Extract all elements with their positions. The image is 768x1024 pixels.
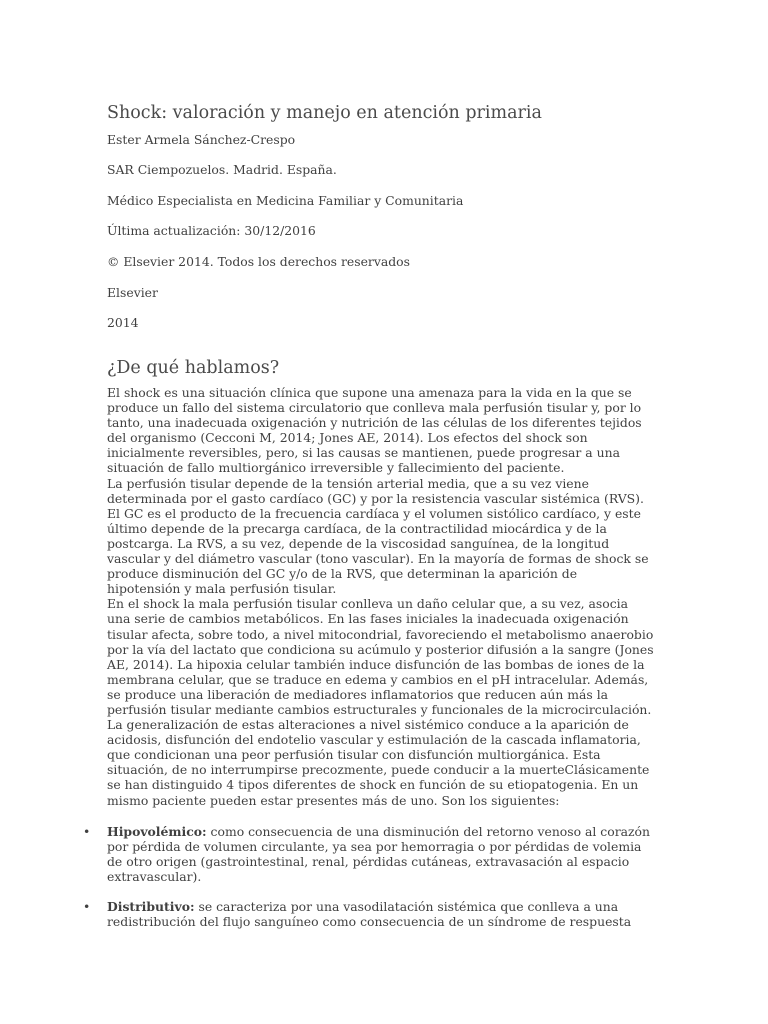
publisher: Elsevier xyxy=(107,285,158,300)
body-line: tisular afecta, sobre todo, a nivel mitocondrial, favoreciendo el metabolismo anaerobio xyxy=(107,626,654,642)
body-line: del organismo (Cecconi M, 2014; Jones AE, 2014). Los efectos del shock son xyxy=(107,430,588,446)
bullet-term: Hipovolémico: xyxy=(107,824,207,839)
copyright-notice: © Elsevier 2014. Todos los derechos reservados xyxy=(107,254,410,269)
body-line: vascular y del diámetro vascular (tono vascular). En la mayoría de formas de shock se xyxy=(107,551,649,567)
bullet-line: por pérdida de volumen circulante, ya sea por hemorragia o por pérdidas de volemia xyxy=(107,839,642,855)
section-title: ¿De qué hablamos? xyxy=(107,358,280,378)
body-line: El GC es el producto de la frecuencia cardíaca y el volumen sistólico cardíaco, y este xyxy=(107,505,641,521)
bullet-first-line xyxy=(107,824,652,839)
last-updated: Última actualización: 30/12/2016 xyxy=(107,223,316,238)
body-line: produce un fallo del sistema circulatorio que conlleva mala perfusión tisular y, por lo xyxy=(107,400,642,416)
author-affiliation: SAR Ciempozuelos. Madrid. España. xyxy=(107,162,337,177)
body-line: postcarga. La RVS, a su vez, depende de la viscosidad sanguínea, de la longitud xyxy=(107,535,610,551)
bullet-line: de otro origen (gastrointestinal, renal, pérdidas cutáneas, extravasación al espacio xyxy=(107,854,630,870)
body-line: último depende de la precarga cardíaca, de la contractilidad miocárdica y de la xyxy=(107,520,607,536)
bullet-first-line xyxy=(107,899,652,914)
author-name: Ester Armela Sánchez-Crespo xyxy=(107,132,296,147)
bullet-marker: • xyxy=(83,899,91,914)
body-line: situación de fallo multiorgánico irreversible y fallecimiento del paciente. xyxy=(107,460,565,476)
list-item-hipovolemico xyxy=(83,824,652,885)
bullet-text: se caracteriza por una vasodilatación sistémica que conlleva a una xyxy=(194,899,619,914)
body-line: En el shock la mala perfusión tisular conlleva un daño celular que, a su vez, asocia xyxy=(107,596,628,612)
body-line: El shock es una situación clínica que supone una amenaza para la vida en la que se xyxy=(107,385,632,400)
bullet-marker: • xyxy=(83,824,91,839)
body-line: La generalización de estas alteraciones a nivel sistémico conduce a la aparición de xyxy=(107,717,629,733)
body-line: La perfusión tisular depende de la tensión arterial media, que a su vez viene xyxy=(107,475,589,491)
body-line: se produce una liberación de mediadores inflamatorios que reducen aún más la xyxy=(107,686,609,702)
body-line: hipotensión y mala perfusión tisular. xyxy=(107,581,337,597)
list-item-distributivo xyxy=(83,899,652,930)
bullet-line: extravascular). xyxy=(107,869,202,885)
body-line: tanto, una inadecuada oxigenación y nutrición de las células de los diferentes tejidos xyxy=(107,415,642,431)
author-specialty: Médico Especialista en Medicina Familiar y Comunitaria xyxy=(107,193,464,208)
body-line: acidosis, disfunción del endotelio vascular y estimulación de la cascada inflamatoria, xyxy=(107,732,641,748)
body-line: perfusión tisular mediante cambios estructurales y funcionales de la microcirculación. xyxy=(107,701,652,717)
publication-year: 2014 xyxy=(107,315,139,330)
body-line: por la vía del lactato que condiciona su acúmulo y posterior difusión a la sangre (Jones xyxy=(107,641,654,657)
body-line: inicialmente reversibles, pero, si las causas se mantienen, puede progresar a una xyxy=(107,445,620,461)
document-title: Shock: valoración y manejo en atención primaria xyxy=(107,103,542,123)
body-line: que condicionan una peor perfusión tisular con disfunción multiorgánica. Esta xyxy=(107,747,601,763)
body-line: determinada por el gasto cardíaco (GC) y por la resistencia vascular sistémica (RVS). xyxy=(107,490,644,506)
body-line: AE, 2014). La hipoxia celular también induce disfunción de las bombas de iones de la xyxy=(107,656,645,672)
body-line: produce disminución del GC y/o de la RVS, que determinan la aparición de xyxy=(107,566,578,582)
body-line: membrana celular, que se traduce en edema y cambios en el pH intracelular. Además, xyxy=(107,671,649,687)
body-line: se han distinguido 4 tipos diferentes de shock en función de su etiopatogenia. En un xyxy=(107,777,639,793)
bullet-line: redistribución del flujo sanguíneo como consecuencia de un síndrome de respuesta xyxy=(107,914,632,930)
body-line: una serie de cambios metabólicos. En las fases iniciales la inadecuada oxigenación xyxy=(107,611,629,627)
bullet-term: Distributivo: xyxy=(107,899,195,914)
body-line: mismo paciente pueden estar presentes más de uno. Son los siguientes: xyxy=(107,792,560,808)
section-body xyxy=(107,385,652,808)
bullet-text: como consecuencia de una disminución del retorno venoso al corazón xyxy=(206,824,650,839)
body-line: situación, de no interrumpirse precozmente, puede conducir a la muerteClásicamente xyxy=(107,762,650,778)
